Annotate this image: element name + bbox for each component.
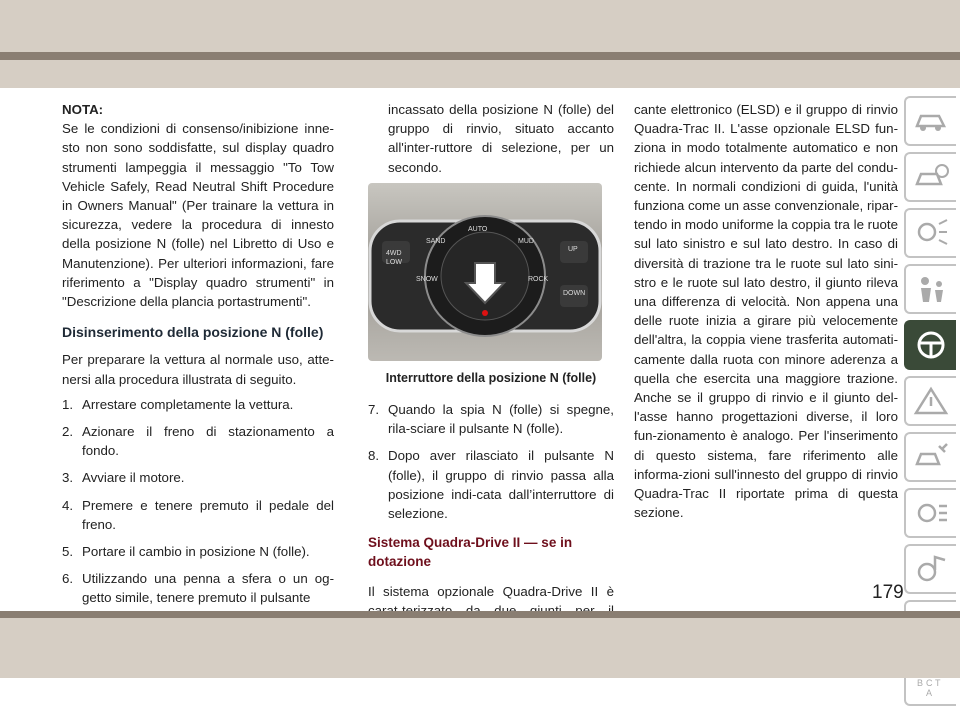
svg-text:MUD: MUD bbox=[518, 237, 534, 245]
tab-multimedia[interactable] bbox=[904, 544, 956, 594]
tab-lights[interactable] bbox=[904, 208, 956, 258]
svg-text:ROCK: ROCK bbox=[528, 275, 549, 283]
list-item: 7. Quando la spia N (folle) si spegne, rila-sciare il pulsante N (folle). bbox=[368, 402, 614, 437]
list-item: 2. Azionare il freno di stazionamento a fondo. bbox=[62, 424, 334, 459]
quadra-drive-text-b: cante elettronico (ELSD) e il gruppo di rinvio Quadra-Trac II. L'asse opzionale ELSD fun-ziona in modo totalmente automatico e non richiede alcun intervento da parte del condu-cente. In normali condizioni di guida, l'unità funziona come un asse convenzionale, ripar-tendo in modo uniforme la coppia tra le ruote sul lato sinistro e sul lato destro. In caso di diversità di trazione tra le ruote sul lato sini-stro e le ruote sul lato destro, il giunto rileva una differenza di velocità. Non appena una delle ruote inizia a girare più velocemente dell'altra, la coppia viene trasferita automati-camente dalla ruota con minore aderenza a quella che esercita una maggiore trazione. Anche se il gruppo di rinvio e il giunto del-l'asse hanno progettazioni diverse, il loro fun-zionamento è analogo. Per l'inserimento di questo sistema, fare riferimento alle informa-zioni sull'innesto del gruppo di rinvio Quadra-Trac II riportate prima di questa sezione. bbox=[634, 102, 898, 521]
tab-car-info[interactable] bbox=[904, 96, 956, 146]
svg-text:SAND: SAND bbox=[426, 237, 446, 245]
svg-text:UP: UP bbox=[568, 245, 578, 253]
dashboard-warning-icon bbox=[913, 162, 949, 192]
page-number: 179 bbox=[872, 582, 904, 603]
bottom-rule bbox=[0, 611, 960, 618]
warning-triangle-icon bbox=[913, 386, 949, 416]
note-text: Se le condizioni di consenso/inibizione inne-sto non sono soddisfatte, sul display quadro strumenti lampeggia il messaggio "To Tow Vehicle Safely, Read Neutral Shift Procedure in Owners Manual" (Per trainare la vettura in sicurezza, vedere la procedura di innesto della posizione N (folle) nel Libretto di Uso e Manutenzione). Per ulteriori informazioni, fare riferimento a "Display quadro strumenti" in "Descrizione della plancia portastrumenti". bbox=[62, 121, 334, 310]
tab-dashboard-warning[interactable] bbox=[904, 152, 956, 202]
selector-switch-photo bbox=[368, 183, 602, 361]
column-2 bbox=[368, 100, 614, 678]
svg-text:B: B bbox=[917, 678, 924, 688]
list-item: 4. Premere e tenere premuto il pedale del freno. bbox=[62, 497, 334, 532]
steering-wheel-icon bbox=[913, 330, 949, 360]
steps-list bbox=[62, 395, 334, 608]
list-item: 3. Avviare il motore. bbox=[62, 470, 185, 486]
car-info-icon bbox=[913, 106, 949, 136]
column-3 bbox=[634, 100, 898, 522]
figure-caption: Interruttore della posizione N (folle) bbox=[385, 370, 597, 385]
list-item: 6. Utilizzando una penna a sfera o un og-getto simile, tenere premuto il pulsante bbox=[62, 571, 334, 606]
svg-text:LOW: LOW bbox=[386, 258, 402, 266]
column-1 bbox=[62, 100, 334, 616]
quadra-drive-text-a: Il sistema opzionale Quadra-Drive II è bbox=[368, 583, 614, 599]
section-intro: Per preparare la vettura al normale uso, atte-nersi alla procedura illustrata di seguito. bbox=[62, 352, 334, 387]
svg-text:SNOW: SNOW bbox=[416, 275, 438, 283]
lights-icon bbox=[913, 218, 949, 248]
tab-warning-triangle[interactable] bbox=[904, 376, 956, 426]
top-rule bbox=[0, 52, 960, 60]
tab-steering-wheel[interactable] bbox=[904, 320, 956, 370]
tab-passenger-safety[interactable] bbox=[904, 264, 956, 314]
list-item: 8. Dopo aver rilasciato il pulsante N (folle), il gruppo di rinvio passa alla posizione indi-cata dall’interruttore di selezione. bbox=[368, 448, 614, 522]
list-item: 5. Portare il cambio in posizione N (folle). bbox=[62, 544, 310, 560]
bottom-band bbox=[0, 618, 960, 678]
section-heading-disinserimento: Disinserimento della posizione N (folle) bbox=[62, 324, 324, 341]
list-item: 1. Arrestare completamente la vettura. bbox=[62, 396, 294, 412]
multimedia-icon bbox=[913, 554, 949, 584]
svg-text:DOWN: DOWN bbox=[563, 289, 586, 297]
passenger-safety-icon bbox=[913, 274, 949, 304]
svg-text:4WD: 4WD bbox=[386, 249, 402, 257]
svg-text:A: A bbox=[926, 688, 933, 698]
tab-specifications[interactable] bbox=[904, 488, 956, 538]
section-heading-quadra-drive: Sistema Quadra-Drive II — se in dotazione bbox=[368, 535, 573, 570]
top-band bbox=[0, 0, 960, 88]
selector-switch-graphic bbox=[368, 183, 602, 361]
specifications-icon bbox=[913, 498, 949, 528]
step-6-continuation: incassato della posizione N (folle) del gruppo di rinvio, situato accanto all'inter-ruttore di selezione, per un secondo. bbox=[388, 102, 614, 175]
steps-list-continued bbox=[368, 400, 614, 523]
note-title: NOTA: bbox=[62, 102, 104, 117]
tab-service[interactable] bbox=[904, 432, 956, 482]
svg-text:T: T bbox=[935, 678, 941, 688]
svg-text:AUTO: AUTO bbox=[468, 225, 488, 233]
svg-text:C: C bbox=[926, 678, 933, 688]
service-icon bbox=[913, 442, 949, 472]
